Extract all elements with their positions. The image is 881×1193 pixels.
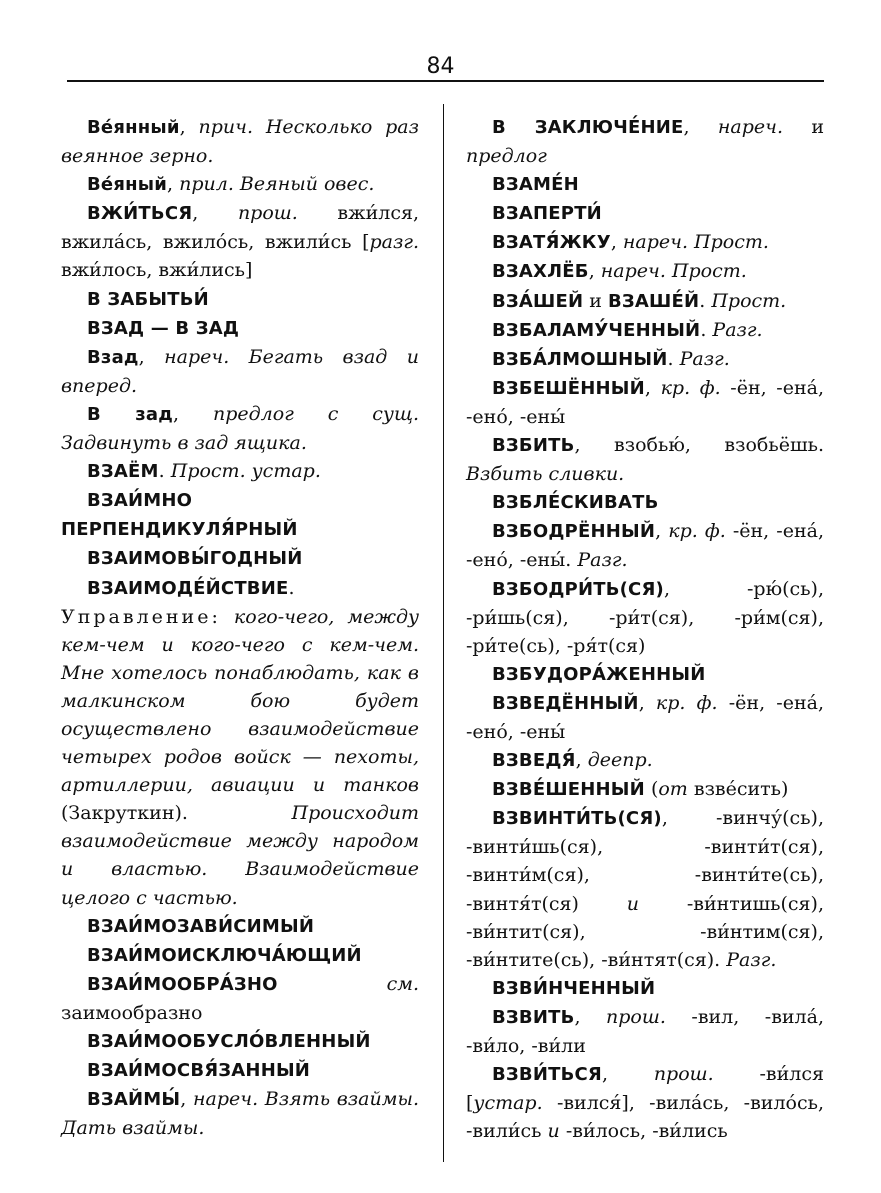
headword: ВЖИ́ТЬСЯ [87, 203, 193, 225]
dictionary-entry [466, 257, 824, 286]
headword: ВЗАИМОДЕ́ЙСТВИЕ [87, 577, 289, 599]
entry-text: . [158, 460, 171, 483]
entry-text: вжи́лось, вжи́лись] [61, 259, 253, 282]
dictionary-entry [466, 113, 824, 170]
dictionary-entry [61, 574, 419, 912]
entry-text: -ви́лся [ [466, 1063, 824, 1115]
entry-text: и [583, 289, 608, 312]
headword: ВЗВИНТИ́ТЬ(СЯ) [492, 808, 662, 830]
entry-text: , [138, 345, 165, 368]
headword: В ЗАКЛЮЧЕ́НИЕ [492, 117, 684, 138]
dictionary-entry [61, 970, 419, 1027]
italic-text: кого-чего, между кем-чем и кого-чего с кем-чем. Мне хотелось понаблюдать, как в малкинском бою будет осуществлено взаимодействие четырех родов войск — пехоты, артиллерии, авиации и танков [61, 605, 420, 797]
headword: Ве́янный [87, 117, 180, 138]
headword: ВЗБЕШЁННЫЙ [492, 377, 645, 399]
headword: ВЗВЕДЁННЫЙ [492, 692, 639, 714]
italic-text: Прост. [711, 289, 787, 312]
entry-text: , -винчу́(сь), -винти́шь(ся), -винти́т(ся), -винти́м(ся), -винти́те(сь), -винтя́т(ся) [466, 807, 824, 915]
headword: ВЗВЕ́ШЕННЫЙ [492, 779, 645, 801]
dictionary-entry [466, 316, 824, 345]
entry-text: -ён, -ена́, -ено́, -ены́ [466, 691, 824, 743]
entry-text: -ви́нтишь(ся), -ви́нтит(ся), -ви́нтим(ся), -ви́нтите(сь), -ви́нтят(ся). [466, 892, 824, 971]
entry-text: , [588, 260, 601, 283]
headword: ВЗАИ́МОСВЯ́ЗАННЫЙ [87, 1060, 311, 1082]
dictionary-entry [61, 941, 419, 970]
dictionary-entry [466, 1003, 824, 1060]
italic-text: кр. ф. [655, 691, 718, 714]
headword: ВЗБЛЕ́СКИВАТЬ [492, 492, 659, 514]
dictionary-entry [61, 486, 419, 544]
entry-text: , [655, 520, 669, 543]
italic-text: Разг. [679, 347, 730, 370]
headword: ВЗВИ́ТЬСЯ [492, 1064, 602, 1086]
headword: ВЗБАЛАМУ́ЧЕННЫЙ [492, 319, 701, 341]
dictionary-entry [61, 285, 419, 314]
headword: Взад [87, 346, 139, 368]
dictionary-entry [466, 804, 824, 974]
dictionary-entry [61, 457, 419, 486]
italic-text: Разг. [712, 318, 763, 341]
italic-text: Разг. [726, 948, 777, 971]
dictionary-entry [466, 199, 824, 228]
headword: Ве́яный [87, 174, 168, 196]
headword: ВЗВИТЬ [492, 1006, 575, 1028]
italic-text: кр. ф. [660, 376, 721, 399]
headword: ВЗБА́ЛМОШНЫЙ [492, 348, 668, 370]
headword: ВЗАЁМ [87, 461, 159, 483]
entry-text: , [610, 231, 623, 254]
italic-text: нареч. Бегать взад и вперед. [61, 345, 419, 397]
dictionary-entry [61, 314, 419, 343]
entry-text: , [638, 691, 656, 714]
italic-text: нареч. [717, 116, 783, 138]
headword: ВЗАХЛЁБ [492, 261, 589, 283]
entry-text: . [700, 318, 713, 341]
italic-text: и [547, 1120, 560, 1143]
dictionary-entry [466, 660, 824, 689]
entry-text: . [667, 347, 680, 370]
headword: ВЗВЕДЯ́ [492, 750, 576, 772]
entry-text: , [180, 1088, 193, 1111]
headword: ВЗАИ́МОЗАВИ́СИМЫЙ [87, 915, 315, 937]
dictionary-entry [61, 912, 419, 941]
dictionary-entry [466, 345, 824, 374]
entry-text [221, 606, 234, 628]
dictionary-entry [466, 517, 824, 574]
headword: ВЗАИ́МОИСКЛЮЧА́ЮЩИЙ [87, 944, 362, 966]
headword: ВЗАМЕ́Н [492, 174, 579, 196]
entry-text: -вил, -вила́, -ви́ло, -ви́ли [466, 1005, 824, 1057]
headword: ВЗАШЕ́Й [608, 290, 700, 312]
italic-text: предлог с сущ. Задвинуть в зад ящика. [61, 402, 419, 455]
italic-text: прош. [237, 202, 298, 225]
dictionary-entry [466, 689, 824, 746]
dictionary-entry [466, 1060, 824, 1145]
entry-text: , [683, 116, 718, 138]
headword: ВЗАТЯ́ЖКУ [492, 232, 611, 254]
italic-text: нареч. Взять взаймы. Дать взаймы. [61, 1088, 419, 1140]
entry-text: (Закруткин). [61, 802, 292, 825]
dictionary-entry [61, 400, 419, 457]
entry-text: , взобью́, взобьёшь. [574, 434, 824, 457]
headword: ВЗАИ́МНО ПЕРПЕНДИКУЛЯ́РНЫЙ [61, 490, 298, 541]
headword: ВЗА́ШЕЙ [492, 290, 584, 312]
dictionary-entry [466, 974, 824, 1003]
dictionary-entry [61, 1056, 419, 1085]
top-rule [67, 80, 824, 82]
dictionary-entry [61, 199, 419, 284]
dictionary-entry [466, 374, 824, 431]
headword: ВЗАИ́МООБРА́ЗНО [87, 973, 278, 995]
italic-text: Происходит взаимодействие между народом и властью. Взаимодействие целого с частью. [61, 802, 419, 909]
dictionary-entry [466, 575, 824, 660]
spaced-text: Управление: [61, 605, 221, 628]
dictionary-entry [466, 746, 824, 775]
dictionary-entry [466, 431, 824, 488]
entry-text: , [575, 749, 588, 772]
column-divider [443, 104, 444, 1162]
italic-text: устар. [473, 1092, 543, 1115]
entry-text: . [288, 576, 295, 599]
headword: ВЗАЙМЫ́ [87, 1089, 181, 1111]
entry-text: заимообразно [61, 1001, 203, 1024]
entry-text: вжи́лся, вжила́сь, вжило́сь, вжили́сь [ [61, 202, 419, 254]
italic-text: и [626, 892, 640, 915]
italic-text: прош. [606, 1005, 666, 1028]
headword: ВЗВИ́НЧЕННЫЙ [492, 977, 656, 999]
italic-text: прош. [653, 1063, 714, 1086]
dictionary-entry [61, 343, 419, 400]
italic-text: нареч. Прост. [600, 260, 747, 283]
italic-text: кр. ф. [668, 520, 726, 543]
italic-text: прил. Веяный овес. [179, 173, 375, 196]
entry-text: взве́сить) [687, 778, 789, 801]
entry-text: , [644, 376, 661, 399]
entry-text: , [173, 402, 213, 425]
italic-text: разг. [369, 231, 419, 254]
italic-text: Прост. устар. [170, 460, 321, 483]
headword: ВЗБОДРИ́ТЬ(СЯ) [492, 578, 664, 600]
italic-text: Взбить сливки. [466, 463, 625, 486]
headword: ВЗАИ́МООБУСЛО́ВЛЕННЫЙ [87, 1031, 371, 1052]
italic-text: деепр. [587, 749, 653, 772]
left-column [61, 113, 419, 1142]
entry-text: , [192, 202, 238, 225]
dictionary-entry [466, 287, 824, 316]
headword: ВЗАИМОВЫ́ГОДНЫЙ [87, 548, 303, 570]
dictionary-entry [61, 113, 419, 170]
dictionary-entry [61, 1027, 419, 1056]
headword: ВЗАД — В ЗАД [87, 317, 240, 339]
dictionary-entry [61, 1085, 419, 1142]
page-number: 84 [426, 54, 455, 79]
dictionary-entry [466, 170, 824, 199]
headword: ВЗБИТЬ [492, 435, 575, 457]
entry-text: и [782, 116, 824, 138]
italic-text: нареч. Прост. [622, 231, 769, 254]
entry-text: . [699, 289, 712, 312]
dictionary-entry [61, 170, 419, 199]
italic-text: предлог [466, 145, 547, 168]
italic-text: см. [386, 972, 419, 995]
dictionary-entry [466, 488, 824, 517]
italic-text: от [658, 778, 688, 801]
dictionary-entry [61, 544, 419, 573]
entry-text: ( [644, 778, 659, 801]
entry-text: , [601, 1063, 654, 1086]
entry-text: , -рю́(сь), -ри́шь(ся), -ри́т(ся), -ри́м(ся), -ри́те(сь), -ря́т(ся) [466, 577, 824, 657]
entry-text: , [167, 173, 180, 196]
dictionary-entry [466, 228, 824, 257]
entry-text [278, 973, 387, 995]
dictionary-entry [466, 775, 824, 804]
italic-text: прич. Несколько раз веянное зерно. [61, 116, 419, 168]
headword: В зад [87, 403, 174, 425]
headword: В ЗАБЫТЬИ́ [87, 288, 209, 310]
entry-text: -ён, -ена́, -ено́, -ены́. [466, 520, 824, 572]
headword: ВЗБУДОРА́ЖЕННЫЙ [492, 663, 706, 685]
entry-text: -ви́лось, -ви́лись [559, 1120, 728, 1143]
headword: ВЗБОДРЁННЫЙ [492, 521, 656, 543]
entry-text: -ён, -ена́, -ено́, -ены́ [466, 376, 824, 428]
entry-text: , [179, 116, 199, 138]
entry-text: -вился́], -вила́сь, -вило́сь, -вили́сь [466, 1092, 824, 1143]
right-column [466, 113, 824, 1145]
entry-text: , [574, 1005, 607, 1028]
italic-text: Разг. [577, 549, 628, 572]
headword: ВЗАПЕРТИ́ [492, 203, 602, 225]
